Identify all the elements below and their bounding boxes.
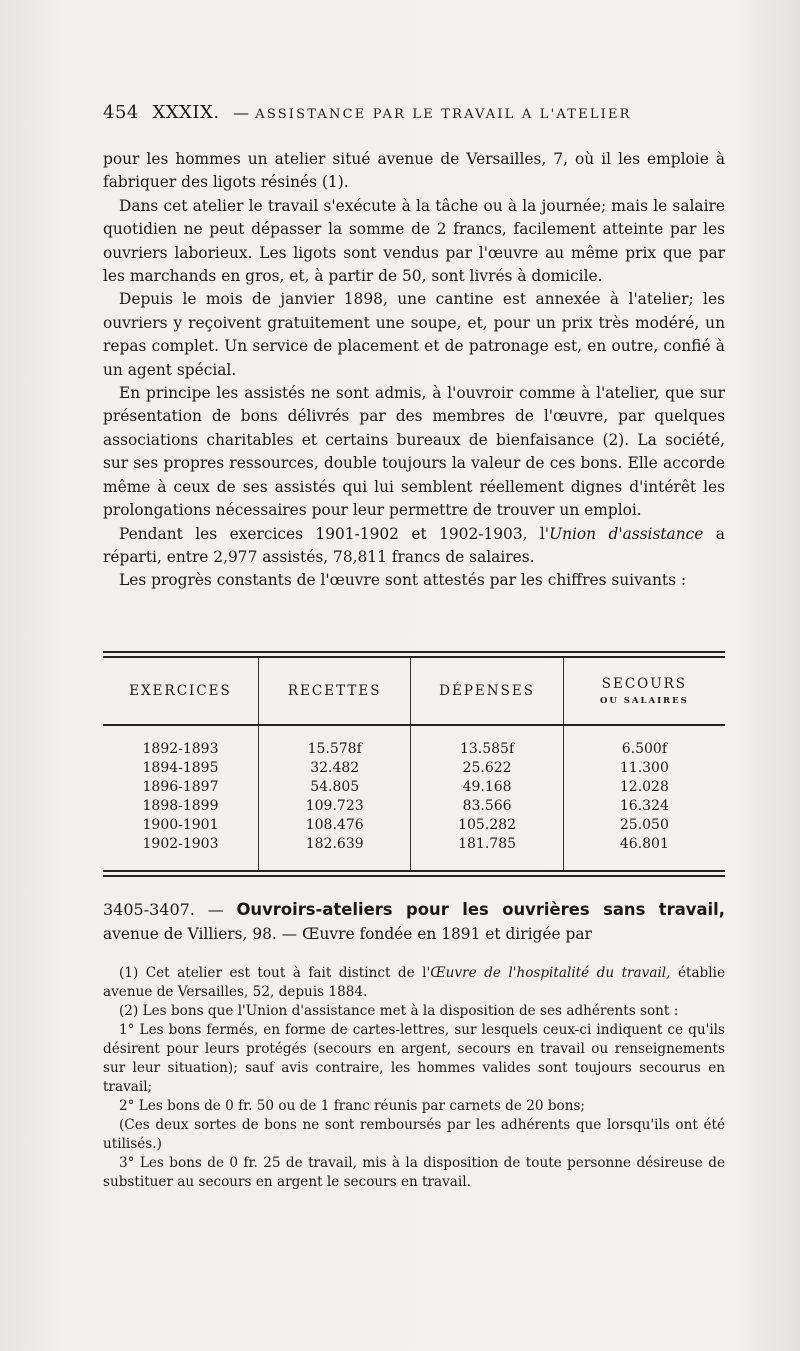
paragraph-2: Dans cet atelier le travail s'exécute à la tâche ou à la journée; mais le salaire quotidien ne peut dépasser la somme de 2 francs, facilement atteinte par les ouvriers laborieux. Les ligots sont vendus par l'œuvre au même prix que par les marchands en gros, et, à partir de 50, sont livrés à domicile. bbox=[103, 196, 725, 286]
cell-recettes: 182.639 bbox=[259, 835, 411, 870]
page-number: 454 bbox=[103, 102, 139, 123]
footnote-2: (2) Les bons que l'Union d'assistance met à la disposition de ses adhérents sont : bbox=[119, 1003, 679, 1019]
cell-secours: 16.324 bbox=[563, 797, 725, 816]
cell-depenses: 49.168 bbox=[411, 778, 563, 797]
cell-depenses: 13.585f bbox=[411, 725, 563, 759]
footnote-1-start: (1) Cet atelier est tout à fait distinct de l' bbox=[119, 965, 431, 981]
chapter-title: ASSISTANCE PAR LE TRAVAIL A L'ATELIER bbox=[255, 107, 632, 122]
header-secours bbox=[563, 658, 725, 725]
section-heading-paragraph bbox=[103, 898, 725, 946]
cell-secours: 12.028 bbox=[563, 778, 725, 797]
table-row bbox=[103, 835, 725, 870]
cell-exercice: 1892-1893 bbox=[142, 741, 219, 757]
cell-recettes: 54.805 bbox=[259, 778, 411, 797]
cell-exercice: 1896-1897 bbox=[142, 779, 219, 795]
header-secours-sub: OU SALAIRES bbox=[600, 696, 689, 706]
statistics-table bbox=[103, 651, 725, 877]
section-text: avenue de Villiers, 98. — Œuvre fondée en 1891 et dirigée par bbox=[103, 925, 592, 943]
table-row bbox=[103, 816, 725, 835]
body-text bbox=[103, 148, 725, 593]
footnotes bbox=[103, 964, 725, 1192]
header-exercices: EXERCICES bbox=[103, 658, 259, 725]
footnote-1 bbox=[103, 964, 725, 1002]
footnote-2-item-2: 2° Les bons de 0 fr. 50 ou de 1 franc réunis par carnets de 20 bons; bbox=[119, 1098, 586, 1114]
cell-recettes: 32.482 bbox=[259, 759, 411, 778]
footnote-1-end: établie avenue de Versailles, 52, depuis 1884. bbox=[103, 965, 726, 1000]
cell-secours: 25.050 bbox=[563, 816, 725, 835]
cell-exercice: 1902-1903 bbox=[142, 836, 219, 852]
header-recettes: RECETTES bbox=[259, 658, 411, 725]
chapter-number: XXXIX. bbox=[152, 102, 220, 123]
cell-depenses: 105.282 bbox=[411, 816, 563, 835]
footnote-2-item-3: 3° Les bons de 0 fr. 25 de travail, mis à la disposition de toute personne désireuse de substituer au secours en argent le secours en travail. bbox=[103, 1155, 725, 1190]
cell-recettes: 109.723 bbox=[259, 797, 411, 816]
paragraph-6: Les progrès constants de l'œuvre sont attestés par les chiffres suivants : bbox=[119, 571, 687, 590]
page-content bbox=[103, 100, 725, 593]
paragraph-4: En principe les assistés ne sont admis, à l'ouvroir comme à l'atelier, que sur présentation de bons délivrés par des membres de l'œuvre, par quelques associations charitables et certains bureaux de bienfaisance (2). La société, sur ses propres ressources, double toujours la valeur de ces bons. Elle accorde même à ceux de ses assistés qui lui semblent réellement dignes d'intérêt les prolongations nécessaires pour leur permettre de trouver un emploi. bbox=[103, 384, 725, 520]
section-number: 3405-3407. — bbox=[103, 900, 224, 919]
paragraph-5-start: Pendant les exercices 1901-1902 et 1902-1903, l' bbox=[119, 524, 550, 543]
cell-secours: 11.300 bbox=[563, 759, 725, 778]
paragraph-5 bbox=[103, 523, 725, 570]
paragraph-1: pour les hommes un atelier situé avenue de Versailles, 7, où il les emploie à fabriquer des ligots résinés (1). bbox=[103, 150, 725, 192]
cell-secours: 6.500f bbox=[563, 725, 725, 759]
header-secours-label: SECOURS bbox=[601, 676, 688, 692]
paragraph-5-end: a réparti, entre 2,977 assistés, 78,811 francs de salaires. bbox=[103, 524, 725, 566]
running-header bbox=[103, 100, 725, 126]
cell-depenses: 25.622 bbox=[411, 759, 563, 778]
table-row bbox=[103, 778, 725, 797]
table-row bbox=[103, 759, 725, 778]
table-bottom-rule bbox=[103, 870, 725, 877]
header-dash: — bbox=[233, 103, 250, 122]
cell-recettes: 15.578f bbox=[259, 725, 411, 759]
cell-recettes: 108.476 bbox=[259, 816, 411, 835]
footnote-1-work-name: Œuvre de l'hospitalité du travail, bbox=[430, 965, 671, 981]
cell-exercice: 1900-1901 bbox=[142, 817, 219, 833]
section-title: Ouvroirs-ateliers pour les ouvrières sans travail, bbox=[236, 900, 725, 919]
cell-depenses: 181.785 bbox=[411, 835, 563, 870]
footnote-2-remark: (Ces deux sortes de bons ne sont remboursés par les adhérents que lorsqu'ils ont été utilisés.) bbox=[103, 1117, 725, 1152]
table-row bbox=[103, 797, 725, 816]
header-depenses: DÉPENSES bbox=[411, 658, 563, 725]
cell-secours: 46.801 bbox=[563, 835, 725, 870]
paragraph-3: Depuis le mois de janvier 1898, une cantine est annexée à l'atelier; les ouvriers y reçoivent gratuitement une soupe, et, pour un prix très modéré, un repas complet. Un service de placement et de patronage est, en outre, confié à un agent spécial. bbox=[103, 290, 725, 379]
cell-exercice: 1894-1895 bbox=[142, 760, 219, 776]
union-name: Union d'assistance bbox=[549, 524, 704, 543]
footnote-2-item-1: 1° Les bons fermés, en forme de cartes-lettres, sur lesquels ceux-ci indiquent ce qu'ils désirent pour leurs protégés (secours en argent, secours en travail ou renseignements sur leur situation); sauf avis contraire, les hommes valides sont toujours secourus en travail; bbox=[103, 1022, 725, 1095]
table-row bbox=[103, 725, 725, 759]
cell-depenses: 83.566 bbox=[411, 797, 563, 816]
table-top-rule bbox=[103, 651, 725, 658]
cell-exercice: 1898-1899 bbox=[142, 798, 219, 814]
